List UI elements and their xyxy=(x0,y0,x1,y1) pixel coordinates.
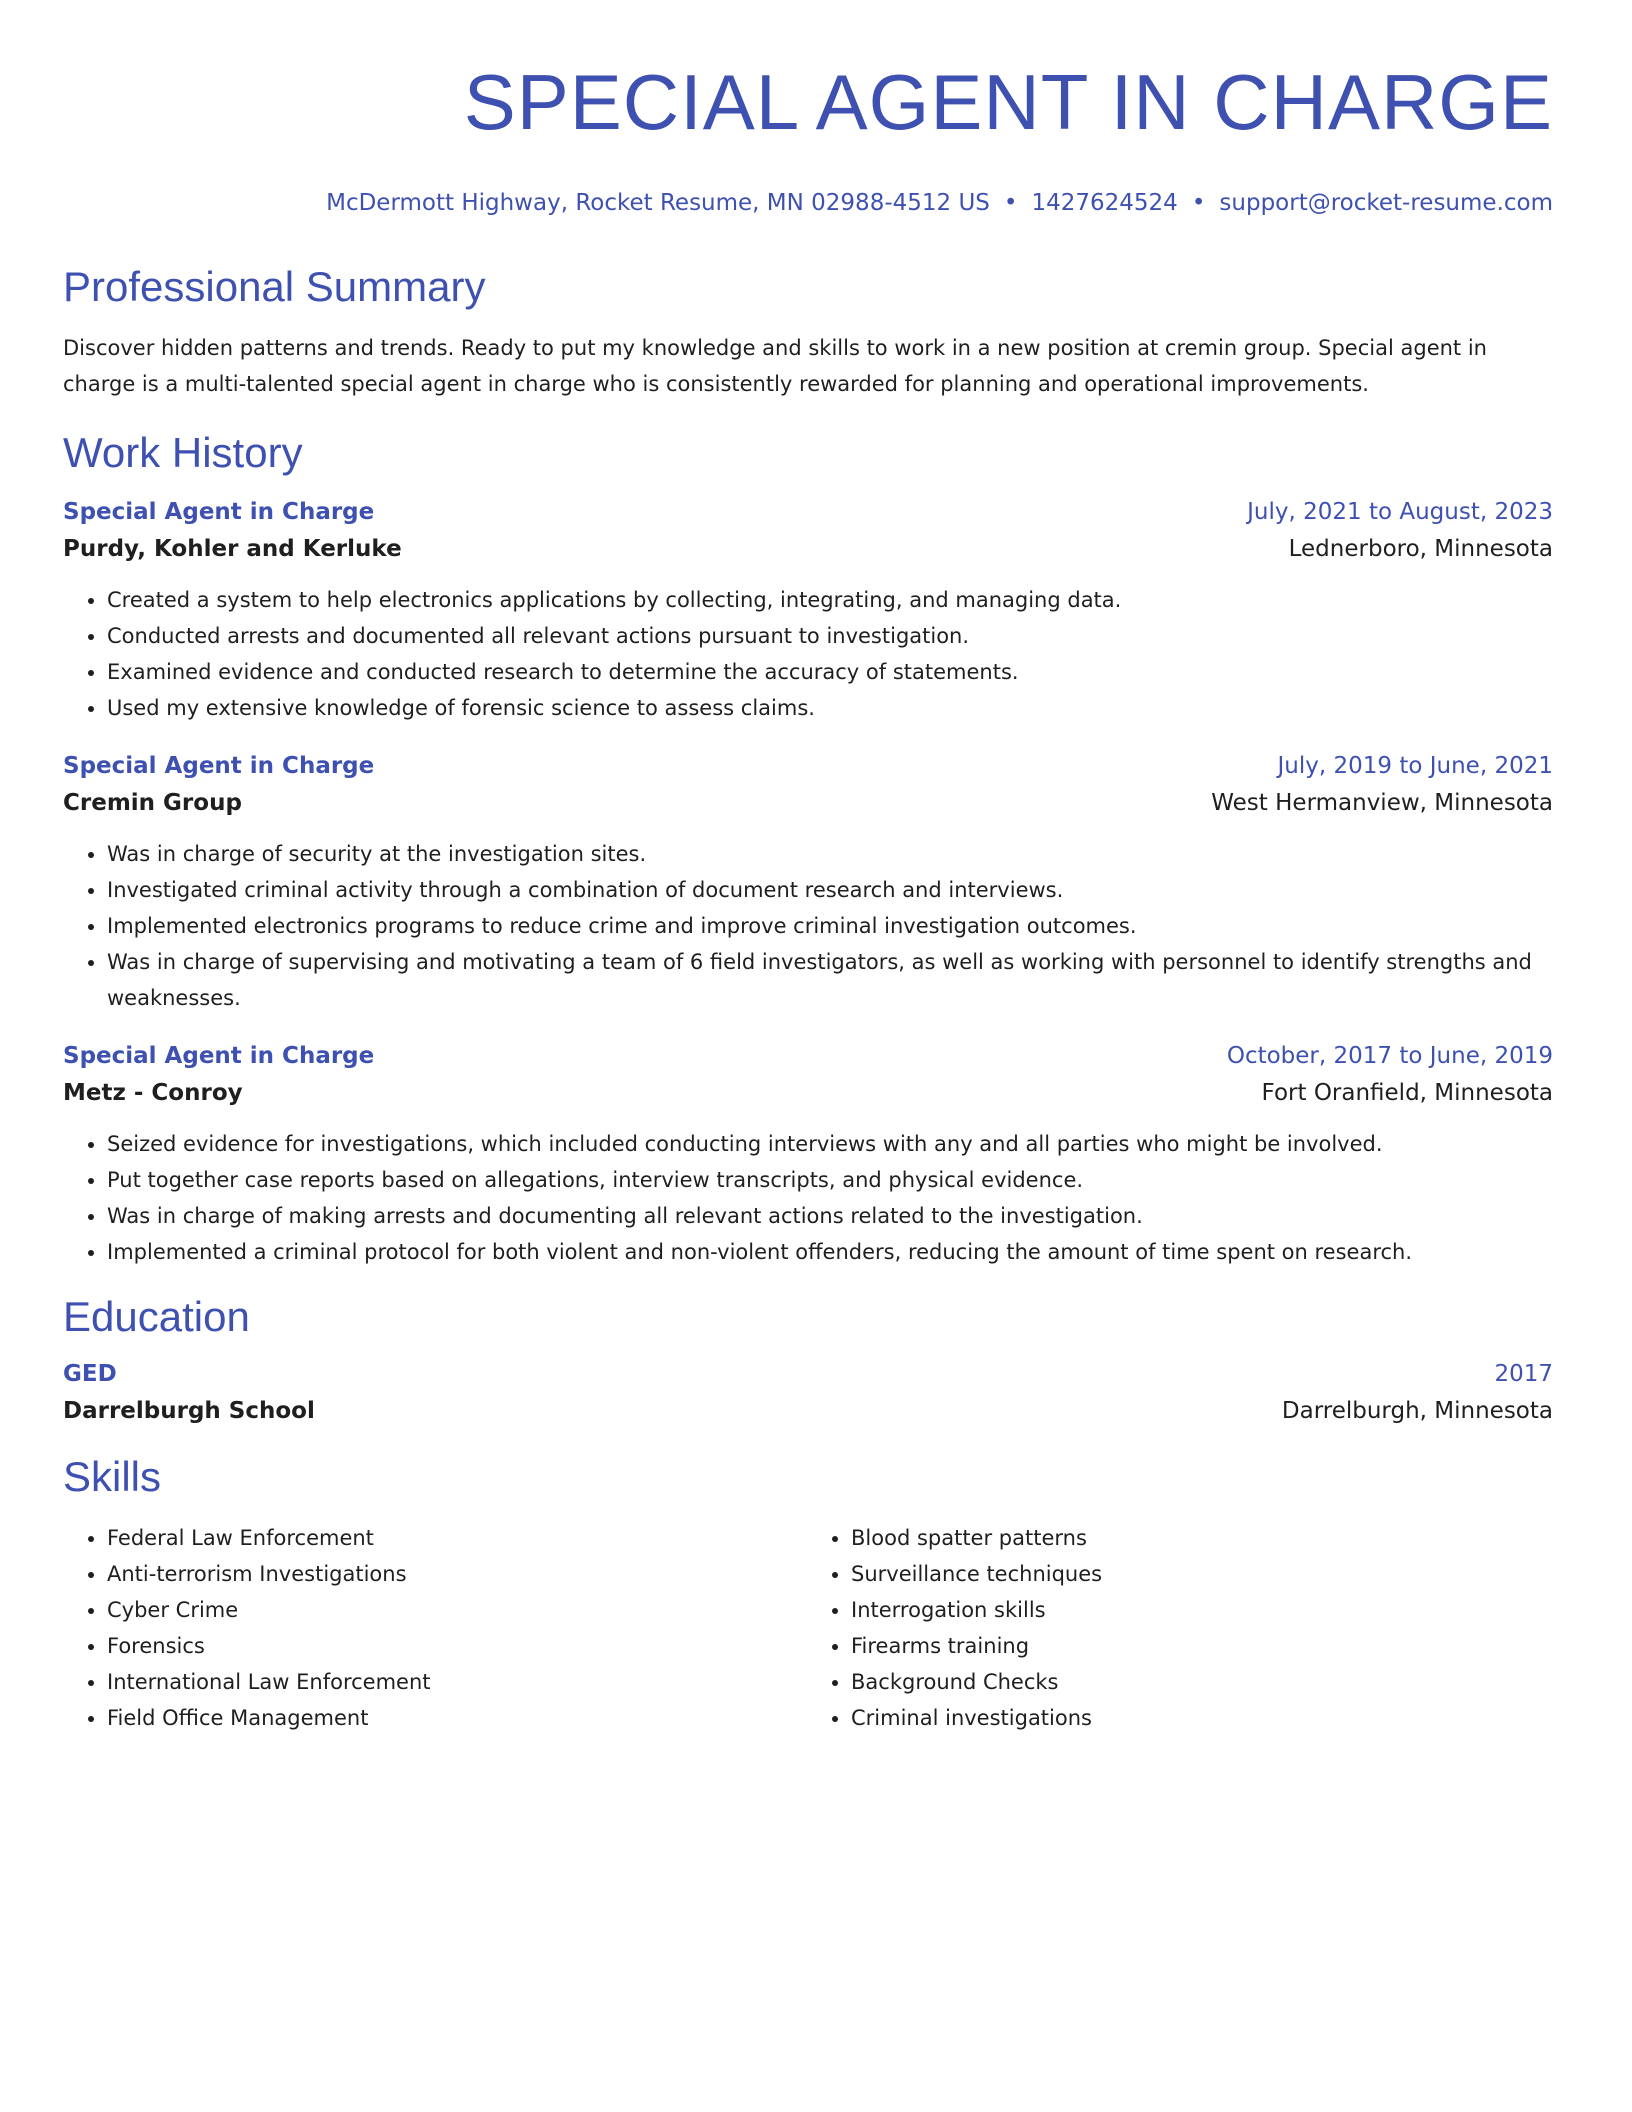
skills-column-left xyxy=(63,1520,807,1736)
job-location: Lednerboro, Minnesota xyxy=(1288,536,1553,562)
school-name: Darrelburgh School xyxy=(63,1398,315,1424)
job-title: Special Agent in Charge xyxy=(63,753,375,779)
school-location: Darrelburgh, Minnesota xyxy=(1281,1398,1553,1424)
separator-dot: • xyxy=(1003,190,1018,216)
company-name: Cremin Group xyxy=(63,790,242,816)
job-title: Special Agent in Charge xyxy=(63,1043,375,1069)
resume-page xyxy=(63,0,1553,1736)
job-title: Special Agent in Charge xyxy=(63,499,375,525)
list-item: • Federal Law Enforcement xyxy=(107,1520,807,1556)
education-entry xyxy=(63,1356,1553,1430)
list-item: • Was in charge of making arrests and documenting all relevant actions related to the investigation. xyxy=(107,1198,1553,1234)
education-year: 2017 xyxy=(1494,1361,1553,1387)
address: McDermott Highway, Rocket Resume, MN 02988-4512 US xyxy=(326,190,990,216)
skills-list xyxy=(63,1520,1553,1736)
job-bullets xyxy=(63,836,1553,1016)
skills-column-right xyxy=(807,1520,1551,1736)
job-location: West Hermanview, Minnesota xyxy=(1211,790,1553,816)
phone: 1427624524 xyxy=(1031,190,1178,216)
section-heading-summary: Professional Summary xyxy=(63,263,486,310)
summary-text: Discover hidden patterns and trends. Ready to put my knowledge and skills to work in a new position at cremin group. Special agent in charge is a multi-talented special agent in charge who is consistently rewarded for planning and operational improvements. xyxy=(63,336,1487,396)
list-item: • Anti-terrorism Investigations xyxy=(107,1556,807,1592)
job-location: Fort Oranfield, Minnesota xyxy=(1261,1080,1553,1106)
job-dates: October, 2017 to June, 2019 xyxy=(1226,1043,1553,1069)
list-item: • Used my extensive knowledge of forensic science to assess claims. xyxy=(107,690,1553,726)
job-entry xyxy=(63,748,1553,1016)
list-item: • Field Office Management xyxy=(107,1700,807,1736)
list-item: • Forensics xyxy=(107,1628,807,1664)
separator-dot: • xyxy=(1191,190,1206,216)
job-dates: July, 2021 to August, 2023 xyxy=(1247,499,1553,525)
company-name: Metz - Conroy xyxy=(63,1080,243,1106)
list-item: • Firearms training xyxy=(851,1628,1551,1664)
list-item: • Surveillance techniques xyxy=(851,1556,1551,1592)
list-item: • Implemented electronics programs to reduce crime and improve criminal investigation outcomes. xyxy=(107,908,1553,944)
section-heading-education: Education xyxy=(63,1293,250,1340)
section-heading-skills: Skills xyxy=(63,1453,162,1500)
email-link[interactable]: support@rocket-resume.com xyxy=(1219,190,1553,216)
list-item: • Examined evidence and conducted research to determine the accuracy of statements. xyxy=(107,654,1553,690)
list-item: • Conducted arrests and documented all relevant actions pursuant to investigation. xyxy=(107,618,1553,654)
list-item: • Was in charge of supervising and motivating a team of 6 field investigators, as well as working with personnel to identify strengths and weaknesses. xyxy=(107,944,1553,1016)
degree: GED xyxy=(63,1361,117,1387)
section-heading-work: Work History xyxy=(63,429,303,476)
job-bullets xyxy=(63,1126,1553,1270)
candidate-title: SPECIAL AGENT IN CHARGE xyxy=(463,58,1553,146)
contact-line xyxy=(63,188,1553,218)
company-name: Purdy, Kohler and Kerluke xyxy=(63,536,402,562)
job-dates: July, 2019 to June, 2021 xyxy=(1277,753,1553,779)
list-item: • Blood spatter patterns xyxy=(851,1520,1551,1556)
list-item: • International Law Enforcement xyxy=(107,1664,807,1700)
list-item: • Criminal investigations xyxy=(851,1700,1551,1736)
list-item: • Interrogation skills xyxy=(851,1592,1551,1628)
list-item: • Was in charge of security at the investigation sites. xyxy=(107,836,1553,872)
job-entry xyxy=(63,1038,1553,1270)
list-item: • Seized evidence for investigations, which included conducting interviews with any and all parties who might be involved. xyxy=(107,1126,1553,1162)
list-item: • Put together case reports based on allegations, interview transcripts, and physical evidence. xyxy=(107,1162,1553,1198)
list-item: • Background Checks xyxy=(851,1664,1551,1700)
list-item: • Implemented a criminal protocol for both violent and non-violent offenders, reducing the amount of time spent on research. xyxy=(107,1234,1553,1270)
list-item: • Cyber Crime xyxy=(107,1592,807,1628)
list-item: • Created a system to help electronics applications by collecting, integrating, and managing data. xyxy=(107,582,1553,618)
job-entry xyxy=(63,494,1553,726)
list-item: • Investigated criminal activity through a combination of document research and interviews. xyxy=(107,872,1553,908)
job-bullets xyxy=(63,582,1553,726)
